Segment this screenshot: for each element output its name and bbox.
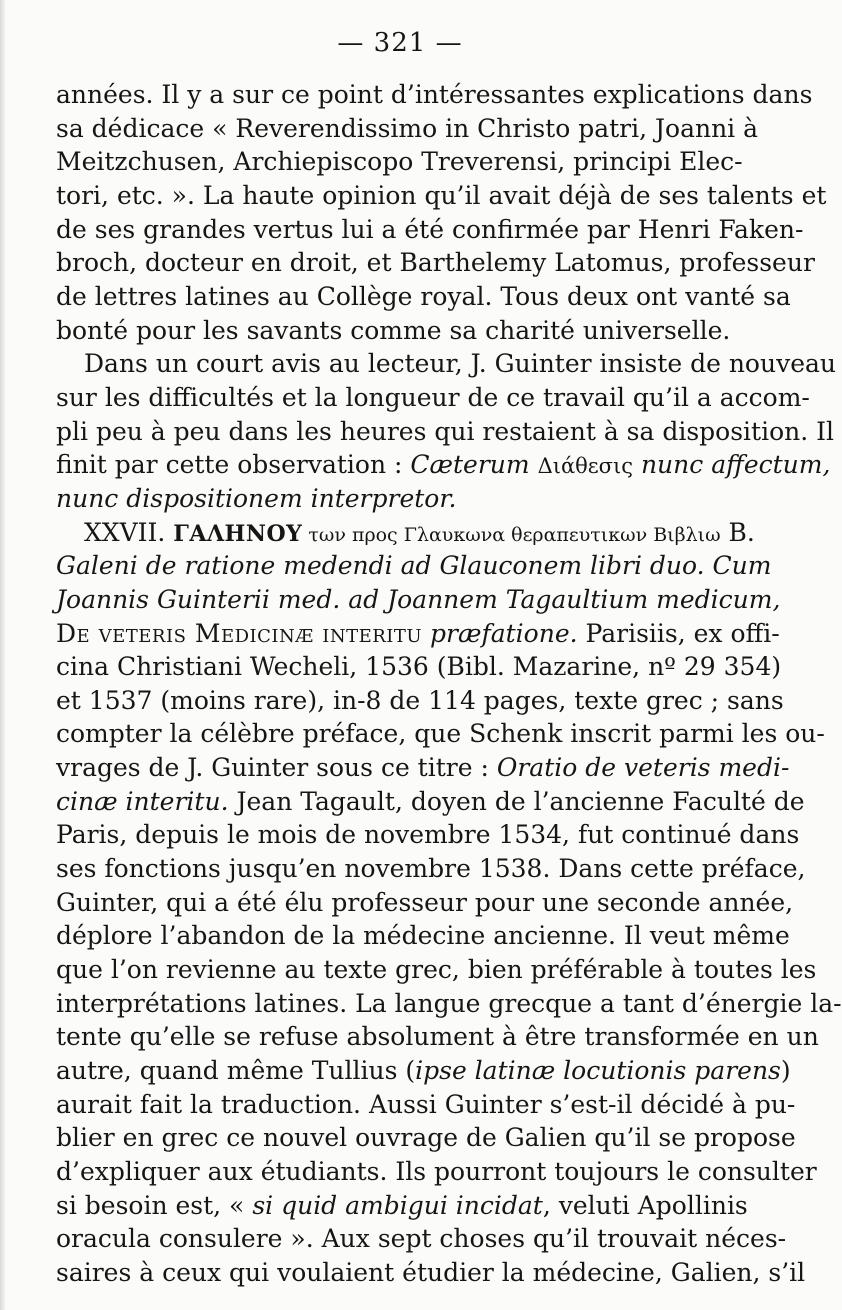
text-line [56, 213, 804, 247]
text-segment: finit par cette observation : [56, 450, 411, 480]
text-line [56, 1155, 817, 1189]
page-number: — 321 — [337, 28, 463, 58]
text-line [56, 482, 740, 516]
text-segment: cina Christiani Wecheli, 1536 (Bibl. Mazarine, nº 29 354) [56, 652, 782, 682]
text-line [56, 516, 755, 550]
text-line [56, 381, 810, 415]
text-line [56, 919, 790, 953]
text-segment: si quid ambigui incidat [252, 1190, 543, 1220]
text-segment: nunc dispositionem interpretor. [56, 483, 457, 513]
text-segment: tente qu’elle se refuse absolument à être transformée en un [56, 1022, 819, 1052]
text-line [56, 246, 815, 280]
text-segment: oracula consulere ». Aux sept choses qu’il trouvait néces- [56, 1224, 787, 1254]
text-line [56, 448, 831, 482]
text-line [56, 1222, 787, 1256]
text-segment: Paris, depuis le mois de novembre 1534, fut continué dans [56, 820, 800, 850]
text-segment: ses fonctions jusqu’en novembre 1538. Dans cette préface, [56, 854, 806, 884]
text-line [56, 987, 842, 1021]
text-segment: que l’on revienne au texte grec, bien préférable à toutes les [56, 955, 817, 985]
text-segment: sur les difficultés et la longueur de ce travail qu’il a accom- [56, 382, 810, 412]
text-segment: de ses grandes vertus lui a été confirmée par Henri Faken- [56, 214, 804, 244]
text-segment: et 1537 (moins rare), in-8 de 114 pages, texte grec ; sans [56, 685, 784, 715]
text-segment: si besoin est, « [56, 1190, 253, 1220]
text-line [56, 886, 794, 920]
text-line [56, 1054, 791, 1088]
text-segment: autre, quand même Tullius ( [56, 1056, 416, 1086]
text-segment: déplore l’abandon de la médecine ancienne. Il veut même [56, 921, 790, 951]
text-segment: Meitzchusen, Archiepiscopo Treverensi, principi Elec- [56, 147, 743, 177]
text-line [56, 347, 837, 381]
text-segment: ΓΑΛΗΝΟΥ [173, 520, 303, 547]
text-segment: broch, docteur en droit, et Barthelemy Latomus, professeur [56, 248, 815, 278]
text-segment: compter la célèbre préface, que Schenk inscrit parmi les ou- [56, 719, 825, 749]
text-segment: années. Il y a sur ce point d’intéressantes explications dans [56, 80, 813, 109]
text-segment: blier en grec ce nouvel ouvrage de Galien qu’il se propose [56, 1123, 796, 1153]
text-segment: Joannis Guinterii med. ad Joannem Tagaultium medicum, [56, 584, 781, 614]
text-line [56, 112, 759, 146]
text-segment: De veteris Medicinæ interitu [56, 618, 423, 648]
text-line [56, 145, 743, 179]
text-segment: nunc affectum, [633, 450, 831, 480]
text-line [56, 785, 805, 819]
text-segment: aurait fait la traduction. Aussi Guinter s’est-il décidé à pu- [56, 1089, 796, 1119]
text-segment: Dans un court avis au lecteur, J. Guinter insiste de nouveau [84, 349, 837, 379]
text-line [56, 818, 800, 852]
text-segment: saires à ceux qui voulaient étudier la médecine, Galien, s’il [56, 1257, 806, 1287]
text-segment: Cæterum [410, 450, 538, 480]
text-segment: Διάθεσις [537, 454, 633, 479]
text-segment: Oratio de veteris medi- [496, 753, 790, 783]
text-line [56, 583, 781, 617]
text-segment: d’expliquer aux étudiants. Ils pourront toujours le consulter [56, 1157, 817, 1186]
text-segment: præfatione. [422, 618, 578, 648]
text-line [56, 650, 782, 684]
text-line [56, 549, 772, 583]
text-line [56, 78, 813, 112]
text-segment: bonté pour les savants comme sa charité universelle. [56, 315, 731, 345]
text-line [56, 1256, 806, 1290]
text-line [56, 280, 791, 314]
text-segment: tori, etc. ». La haute opinion qu’il avait déjà de ses talents et [56, 180, 827, 210]
text-line [56, 717, 825, 751]
text-segment: Guinter, qui a été élu professeur pour une seconde année, [56, 887, 794, 917]
text-segment: interprétations latines. La langue grecque a tant d’énergie la- [56, 988, 842, 1018]
page-edge-shadow [0, 0, 6, 1310]
text-segment: Jean Tagault, doyen de l’ancienne Faculté de [228, 786, 805, 816]
text-segment: B. [720, 517, 755, 547]
text-segment: vrages de J. Guinter sous ce titre : [56, 753, 497, 783]
text-segment: Galeni de ratione medendi ad Glauconem libri duo. Cum [56, 551, 772, 581]
text-segment: Parisiis, ex offi- [577, 618, 780, 648]
text-line [56, 415, 835, 449]
text-segment: XXVII. [84, 517, 174, 547]
body-text [56, 78, 842, 1290]
text-segment: de lettres latines au Collège royal. Tous deux ont vanté sa [56, 281, 791, 311]
text-line [56, 179, 827, 213]
text-segment: ) [780, 1056, 791, 1086]
text-line [56, 684, 784, 718]
text-line [56, 314, 740, 348]
text-line [56, 751, 790, 785]
text-line [56, 953, 817, 987]
text-segment: των προς Γλαυκωνα θεραπευτικων Βιβλιω [302, 523, 721, 546]
text-line [56, 1189, 748, 1223]
text-line [56, 852, 806, 886]
text-segment: ipse latinæ locutionis parens [415, 1056, 781, 1086]
text-segment: cinæ interitu. [56, 786, 229, 816]
text-segment: , veluti Apollinis [542, 1190, 748, 1220]
text-line [56, 617, 780, 651]
text-line [56, 1020, 819, 1054]
text-line [56, 1121, 796, 1155]
text-line [56, 1088, 796, 1122]
text-segment: pli peu à peu dans les heures qui restaient à sa disposition. Il [56, 416, 835, 446]
text-segment: sa dédicace « Reverendissimo in Christo patri, Joanni à [56, 113, 759, 143]
